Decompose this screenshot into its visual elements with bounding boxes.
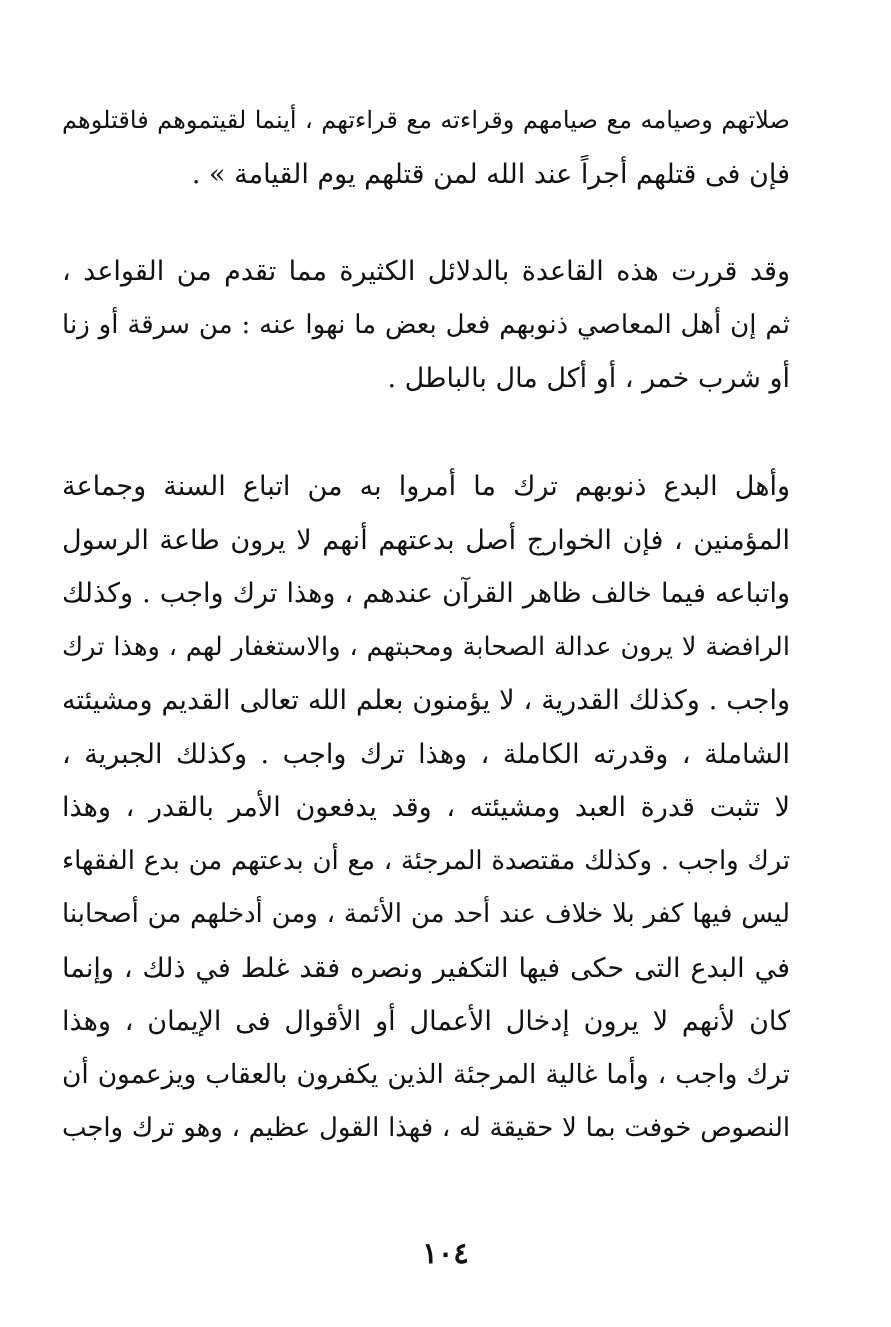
text-line: أو شرب خمر ، أو أكل مال بالباطل .: [387, 363, 790, 394]
text-line: في البدع التى حكى فيها التكفير ونصره فقد غلط في ذلك ، وإنما: [62, 952, 790, 984]
text-line: الرافضة لا يرون عدالة الصحابة ومحبتهم ، والاستغفار لهم ، وهذا ترك: [62, 631, 790, 662]
paragraph-1: [62, 94, 790, 201]
text-line: المؤمنين ، فإن الخوارج أصل بدعتهم أنهم لا يرون طاعة الرسول: [62, 524, 790, 556]
text-line: ليس فيها كفر بلا خلاف عند أحد من الأئمة ، ومن أدخلهم من أصحابنا: [62, 899, 790, 929]
text-line: الشاملة ، وقدرته الكاملة ، وهذا ترك واجب . وكذلك الجبرية ،: [62, 738, 790, 770]
text-line: وأهل البدع ذنوبهم ترك ما أمروا به من اتباع السنة وجماعة: [62, 471, 790, 502]
text-line: ترك واجب . وكذلك مقتصدة المرجئة ، مع أن بدعتهم من بدع الفقهاء: [62, 845, 790, 876]
text-line: النصوص خوفت بما لا حقيقة له ، فهذا القول عظيم ، وهو ترك واجب: [62, 1113, 790, 1143]
text-line: كان لأنهم لا يرون إدخال الأعمال أو الأقوال فى الإيمان ، وهذا: [62, 1006, 790, 1037]
text-line: صلاتهم وصيامه مع صيامهم وقراءته مع قراءتهم ، أينما لقيتموهم فاقتلوهم: [62, 106, 790, 134]
text-line: ثم إن أهل المعاصي ذنوبهم فعل بعض ما نهوا عنه : من سرقة أو زنا: [62, 309, 790, 340]
text-line: فإن فى قتلهم أجراً عند الله لمن قتلهم يوم القيامة » .: [191, 158, 790, 190]
text-line: واجب . وكذلك القدرية ، لا يؤمنون بعلم الله تعالى القديم ومشيئته: [62, 685, 790, 716]
text-line: لا تثبت قدرة العبد ومشيئته ، وقد يدفعون الأمر بالقدر ، وهذا: [62, 792, 790, 823]
page-number: ١٠٤: [422, 1236, 469, 1270]
paragraph-2: [62, 245, 790, 406]
text-line: وقد قررت هذه القاعدة بالدلائل الكثيرة مما تقدم من القواعد ،: [62, 256, 790, 287]
text-line: ترك واجب ، وأما غالية المرجئة الذين يكفرون بالعقاب ويزعمون أن: [62, 1059, 790, 1090]
paragraph-3: [62, 460, 790, 1156]
text-line: واتباعه فيما خالف ظاهر القرآن عندهم ، وهذا ترك واجب . وكذلك: [62, 578, 790, 609]
